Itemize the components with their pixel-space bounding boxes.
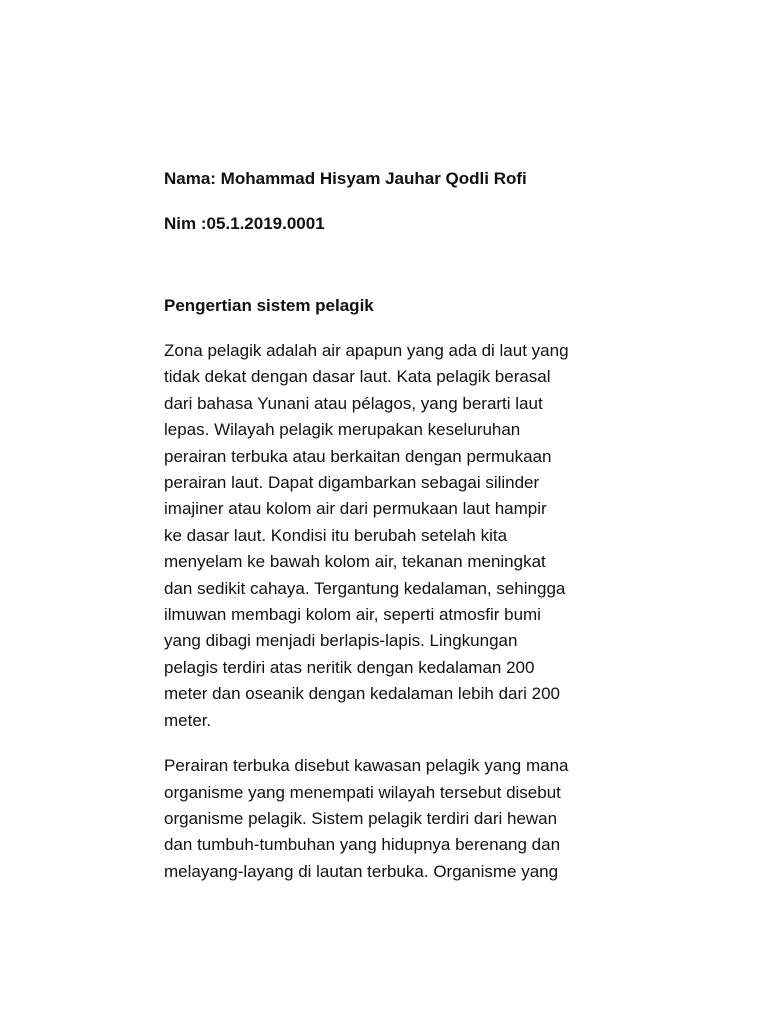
paragraph-line: perairan terbuka atau berkaitan dengan permukaan	[164, 446, 552, 466]
paragraph-2	[164, 753, 614, 885]
paragraph-line: Perairan terbuka disebut kawasan pelagik yang mana	[164, 756, 569, 776]
paragraph-line: lepas. Wilayah pelagik merupakan keseluruhan	[164, 420, 521, 440]
paragraph-line: yang dibagi menjadi berlapis-lapis. Lingkungan	[164, 631, 518, 651]
paragraph-line: meter dan oseanik dengan kedalaman lebih dari 200	[164, 684, 560, 704]
paragraph-line: Zona pelagik adalah air apapun yang ada di laut yang	[164, 341, 569, 360]
paragraph-line: ke dasar laut. Kondisi itu berubah setelah kita	[164, 525, 508, 545]
paragraph-line: dari bahasa Yunani atau pélagos, yang berarti laut	[164, 393, 543, 413]
paragraph-line: perairan laut. Dapat digambarkan sebagai silinder	[164, 473, 540, 493]
paragraph-line: organisme pelagik. Sistem pelagik terdiri dari hewan	[164, 808, 558, 828]
paragraph-1	[164, 338, 614, 734]
paragraph-line: organisme yang menempati wilayah tersebut disebut	[164, 782, 561, 802]
paragraph-line: tidak dekat dengan dasar laut. Kata pelagik berasal	[164, 367, 551, 387]
document-content	[164, 166, 614, 885]
paragraph-line: menyelam ke bawah kolom air, tekanan meningkat	[164, 552, 546, 572]
paragraph-line: dan sedikit cahaya. Tergantung kedalaman, sehingga	[164, 578, 566, 598]
student-name: Nama: Mohammad Hisyam Jauhar Qodli Rofi	[164, 169, 527, 188]
paragraph-line: pelagis terdiri atas neritik dengan kedalaman 200	[164, 657, 535, 677]
section-heading: Pengertian sistem pelagik	[164, 296, 374, 315]
paragraph-line: imajiner atau kolom air dari permukaan laut hampir	[164, 499, 547, 519]
paragraph-line: dan tumbuh-tumbuhan yang hidupnya berenang dan	[164, 835, 561, 855]
paragraph-line: ilmuwan membagi kolom air, seperti atmosfir bumi	[164, 605, 541, 625]
student-nim: Nim :05.1.2019.0001	[164, 214, 325, 233]
paragraph-line: meter.	[164, 710, 212, 730]
paragraph-line: melayang-layang di lautan terbuka. Organisme yang	[164, 861, 559, 881]
